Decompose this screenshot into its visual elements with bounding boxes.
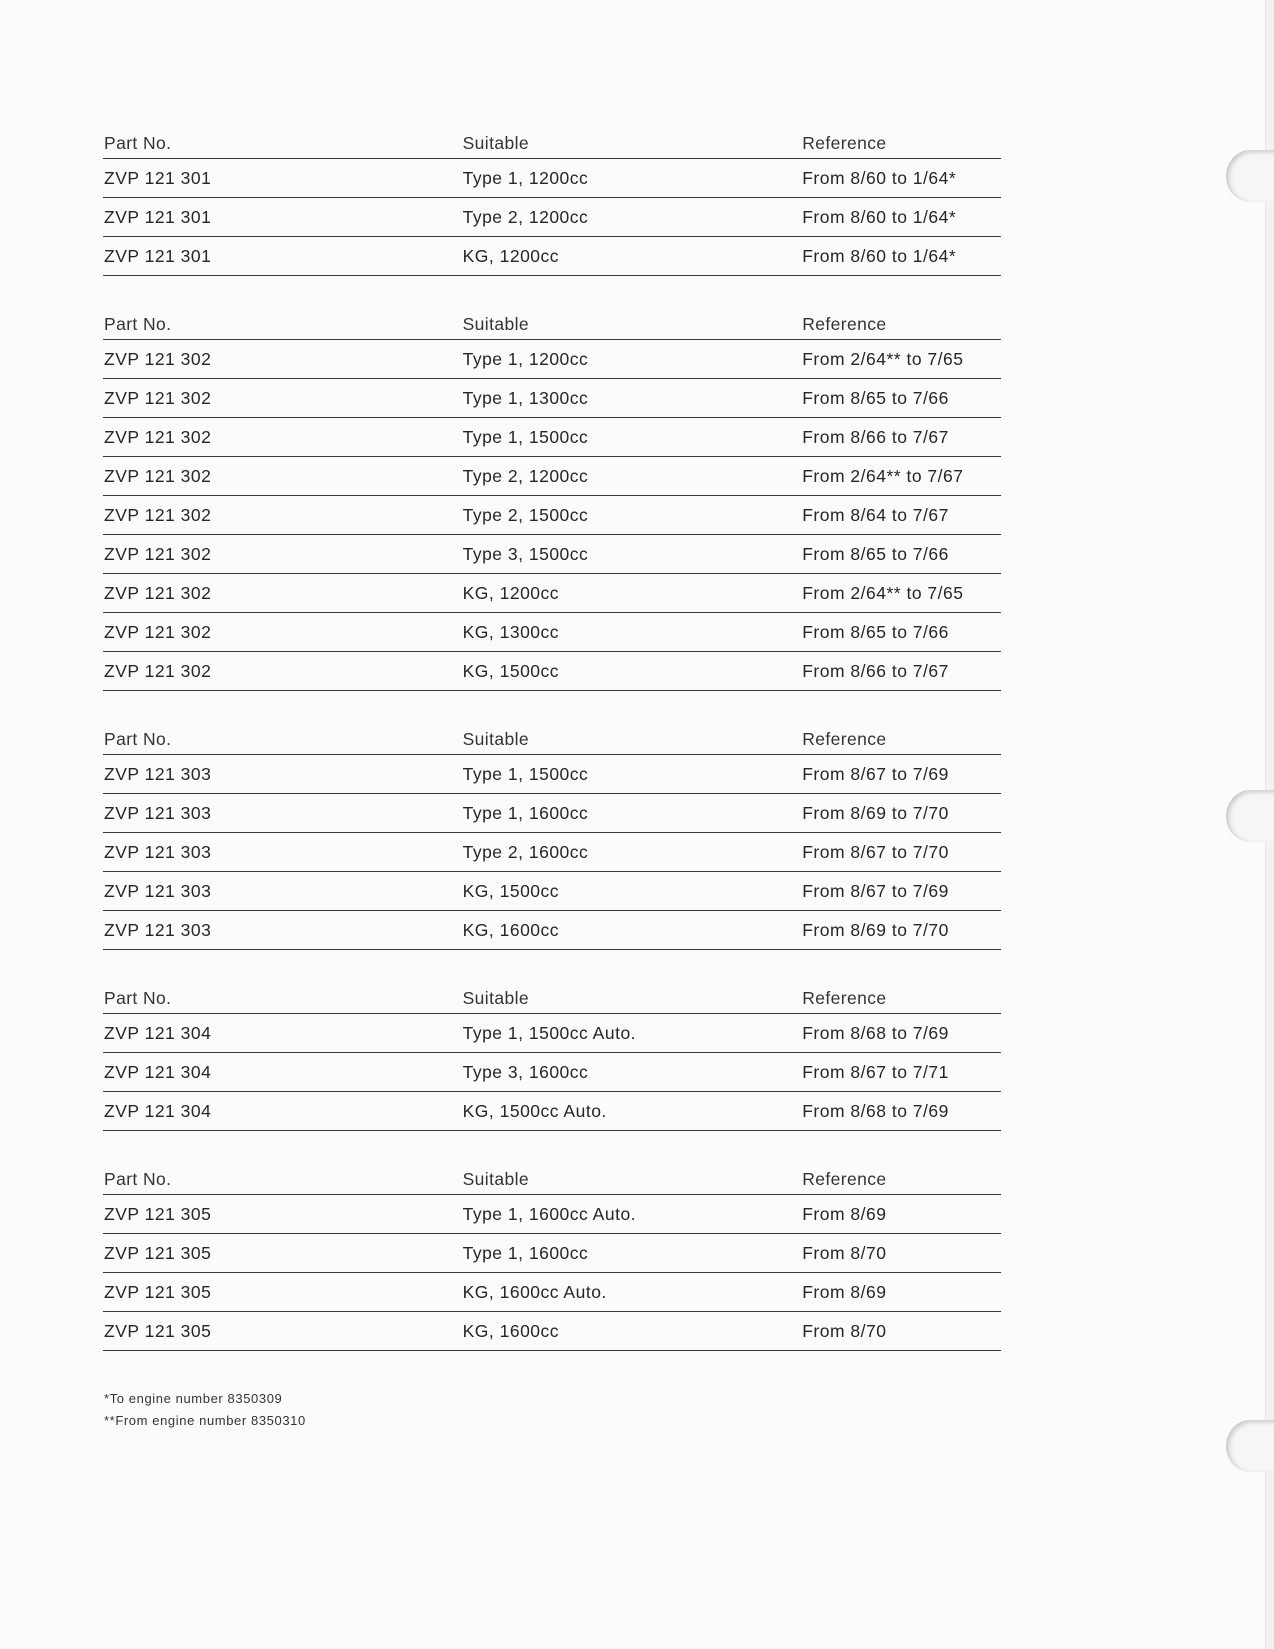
- header-part-no: Part No.: [104, 314, 172, 334]
- reference-cell: From 8/70: [802, 1242, 887, 1263]
- reference-cell: From 8/60 to 1/64*: [802, 167, 957, 188]
- parts-section: [103, 716, 1001, 950]
- part-number-cell: ZVP 121 302: [104, 582, 212, 603]
- suitable-cell: Type 2, 1200cc: [462, 465, 589, 486]
- suitable-cell: Type 1, 1600cc: [462, 1242, 589, 1263]
- reference-cell: From 8/68 to 7/69: [802, 1100, 949, 1121]
- reference-cell: From 2/64** to 7/65: [802, 348, 964, 369]
- table-row: [103, 911, 1001, 950]
- header-part-no: Part No.: [104, 1169, 172, 1189]
- header-suitable: Suitable: [462, 314, 530, 334]
- part-number-cell: ZVP 121 301: [104, 167, 212, 188]
- footnote: **From engine number 8350310: [104, 1413, 306, 1428]
- table-row: [103, 1195, 1001, 1234]
- reference-cell: From 8/67 to 7/71: [802, 1061, 949, 1082]
- suitable-cell: Type 1, 1200cc: [462, 167, 589, 188]
- table-row: [103, 652, 1001, 691]
- table-row: [103, 1234, 1001, 1273]
- reference-cell: From 8/69 to 7/70: [802, 919, 949, 940]
- table-row: [103, 457, 1001, 496]
- suitable-cell: Type 2, 1500cc: [462, 504, 589, 525]
- table-row: [103, 198, 1001, 237]
- table-header: [103, 301, 1001, 340]
- table-row: [103, 1014, 1001, 1053]
- part-number-cell: ZVP 121 303: [104, 880, 212, 901]
- reference-cell: From 8/60 to 1/64*: [802, 245, 957, 266]
- header-suitable: Suitable: [462, 133, 530, 153]
- header-part-no: Part No.: [104, 133, 172, 153]
- suitable-cell: Type 3, 1600cc: [462, 1061, 589, 1082]
- table-header: [103, 120, 1001, 159]
- table-header: [103, 716, 1001, 755]
- suitable-cell: Type 1, 1500cc: [462, 426, 589, 447]
- suitable-cell: KG, 1600cc Auto.: [462, 1281, 607, 1302]
- reference-cell: From 8/66 to 7/67: [802, 660, 949, 681]
- reference-cell: From 8/67 to 7/69: [802, 880, 949, 901]
- suitable-cell: KG, 1500cc: [462, 660, 560, 681]
- part-number-cell: ZVP 121 302: [104, 660, 212, 681]
- reference-cell: From 2/64** to 7/65: [802, 582, 964, 603]
- header-reference: Reference: [802, 314, 887, 334]
- header-part-no: Part No.: [104, 729, 172, 749]
- binder-hole: [1226, 1420, 1274, 1472]
- suitable-cell: KG, 1300cc: [462, 621, 560, 642]
- parts-section: [103, 120, 1001, 276]
- part-number-cell: ZVP 121 303: [104, 802, 212, 823]
- header-reference: Reference: [802, 729, 887, 749]
- table-row: [103, 833, 1001, 872]
- table-header: [103, 975, 1001, 1014]
- table-row: [103, 418, 1001, 457]
- header-suitable: Suitable: [462, 729, 530, 749]
- table-row: [103, 1312, 1001, 1351]
- part-number-cell: ZVP 121 302: [104, 348, 212, 369]
- table-row: [103, 794, 1001, 833]
- footnote: *To engine number 8350309: [104, 1391, 283, 1406]
- table-row: [103, 613, 1001, 652]
- reference-cell: From 8/68 to 7/69: [802, 1022, 949, 1043]
- reference-cell: From 8/69: [802, 1281, 887, 1302]
- part-number-cell: ZVP 121 305: [104, 1320, 212, 1341]
- table-row: [103, 1273, 1001, 1312]
- suitable-cell: KG, 1500cc: [462, 880, 560, 901]
- reference-cell: From 8/65 to 7/66: [802, 387, 949, 408]
- suitable-cell: KG, 1200cc: [462, 582, 560, 603]
- reference-cell: From 8/67 to 7/69: [802, 763, 949, 784]
- suitable-cell: Type 2, 1600cc: [462, 841, 589, 862]
- header-reference: Reference: [802, 1169, 887, 1189]
- part-number-cell: ZVP 121 302: [104, 543, 212, 564]
- header-reference: Reference: [802, 133, 887, 153]
- part-number-cell: ZVP 121 302: [104, 387, 212, 408]
- part-number-cell: ZVP 121 302: [104, 504, 212, 525]
- table-row: [103, 755, 1001, 794]
- suitable-cell: Type 1, 1500cc: [462, 763, 589, 784]
- table-row: [103, 574, 1001, 613]
- table-row: [103, 340, 1001, 379]
- table-row: [103, 159, 1001, 198]
- table-row: [103, 1053, 1001, 1092]
- reference-cell: From 8/69 to 7/70: [802, 802, 949, 823]
- suitable-cell: Type 3, 1500cc: [462, 543, 589, 564]
- binder-hole: [1226, 150, 1274, 202]
- table-row: [103, 237, 1001, 276]
- part-number-cell: ZVP 121 303: [104, 763, 212, 784]
- part-number-cell: ZVP 121 304: [104, 1100, 212, 1121]
- parts-table: [103, 120, 1001, 1376]
- suitable-cell: KG, 1600cc: [462, 919, 560, 940]
- reference-cell: From 8/65 to 7/66: [802, 543, 949, 564]
- suitable-cell: KG, 1500cc Auto.: [462, 1100, 607, 1121]
- part-number-cell: ZVP 121 303: [104, 919, 212, 940]
- reference-cell: From 2/64** to 7/67: [802, 465, 964, 486]
- table-row: [103, 379, 1001, 418]
- part-number-cell: ZVP 121 302: [104, 621, 212, 642]
- part-number-cell: ZVP 121 302: [104, 465, 212, 486]
- table-row: [103, 535, 1001, 574]
- suitable-cell: KG, 1200cc: [462, 245, 560, 266]
- part-number-cell: ZVP 121 305: [104, 1242, 212, 1263]
- part-number-cell: ZVP 121 305: [104, 1203, 212, 1224]
- reference-cell: From 8/66 to 7/67: [802, 426, 949, 447]
- suitable-cell: Type 1, 1500cc Auto.: [462, 1022, 637, 1043]
- footnotes: [104, 1388, 306, 1432]
- binder-hole: [1226, 790, 1274, 842]
- suitable-cell: Type 1, 1600cc: [462, 802, 589, 823]
- header-part-no: Part No.: [104, 988, 172, 1008]
- part-number-cell: ZVP 121 304: [104, 1022, 212, 1043]
- reference-cell: From 8/69: [802, 1203, 887, 1224]
- table-row: [103, 496, 1001, 535]
- suitable-cell: Type 1, 1600cc Auto.: [462, 1203, 637, 1224]
- parts-section: [103, 1156, 1001, 1351]
- header-reference: Reference: [802, 988, 887, 1008]
- reference-cell: From 8/64 to 7/67: [802, 504, 949, 525]
- parts-section: [103, 975, 1001, 1131]
- suitable-cell: KG, 1600cc: [462, 1320, 560, 1341]
- reference-cell: From 8/60 to 1/64*: [802, 206, 957, 227]
- header-suitable: Suitable: [462, 988, 530, 1008]
- part-number-cell: ZVP 121 304: [104, 1061, 212, 1082]
- part-number-cell: ZVP 121 303: [104, 841, 212, 862]
- suitable-cell: Type 2, 1200cc: [462, 206, 589, 227]
- part-number-cell: ZVP 121 301: [104, 206, 212, 227]
- table-row: [103, 1092, 1001, 1131]
- part-number-cell: ZVP 121 305: [104, 1281, 212, 1302]
- parts-section: [103, 301, 1001, 691]
- suitable-cell: Type 1, 1300cc: [462, 387, 589, 408]
- reference-cell: From 8/67 to 7/70: [802, 841, 949, 862]
- part-number-cell: ZVP 121 302: [104, 426, 212, 447]
- reference-cell: From 8/65 to 7/66: [802, 621, 949, 642]
- reference-cell: From 8/70: [802, 1320, 887, 1341]
- part-number-cell: ZVP 121 301: [104, 245, 212, 266]
- table-row: [103, 872, 1001, 911]
- header-suitable: Suitable: [462, 1169, 530, 1189]
- table-header: [103, 1156, 1001, 1195]
- suitable-cell: Type 1, 1200cc: [462, 348, 589, 369]
